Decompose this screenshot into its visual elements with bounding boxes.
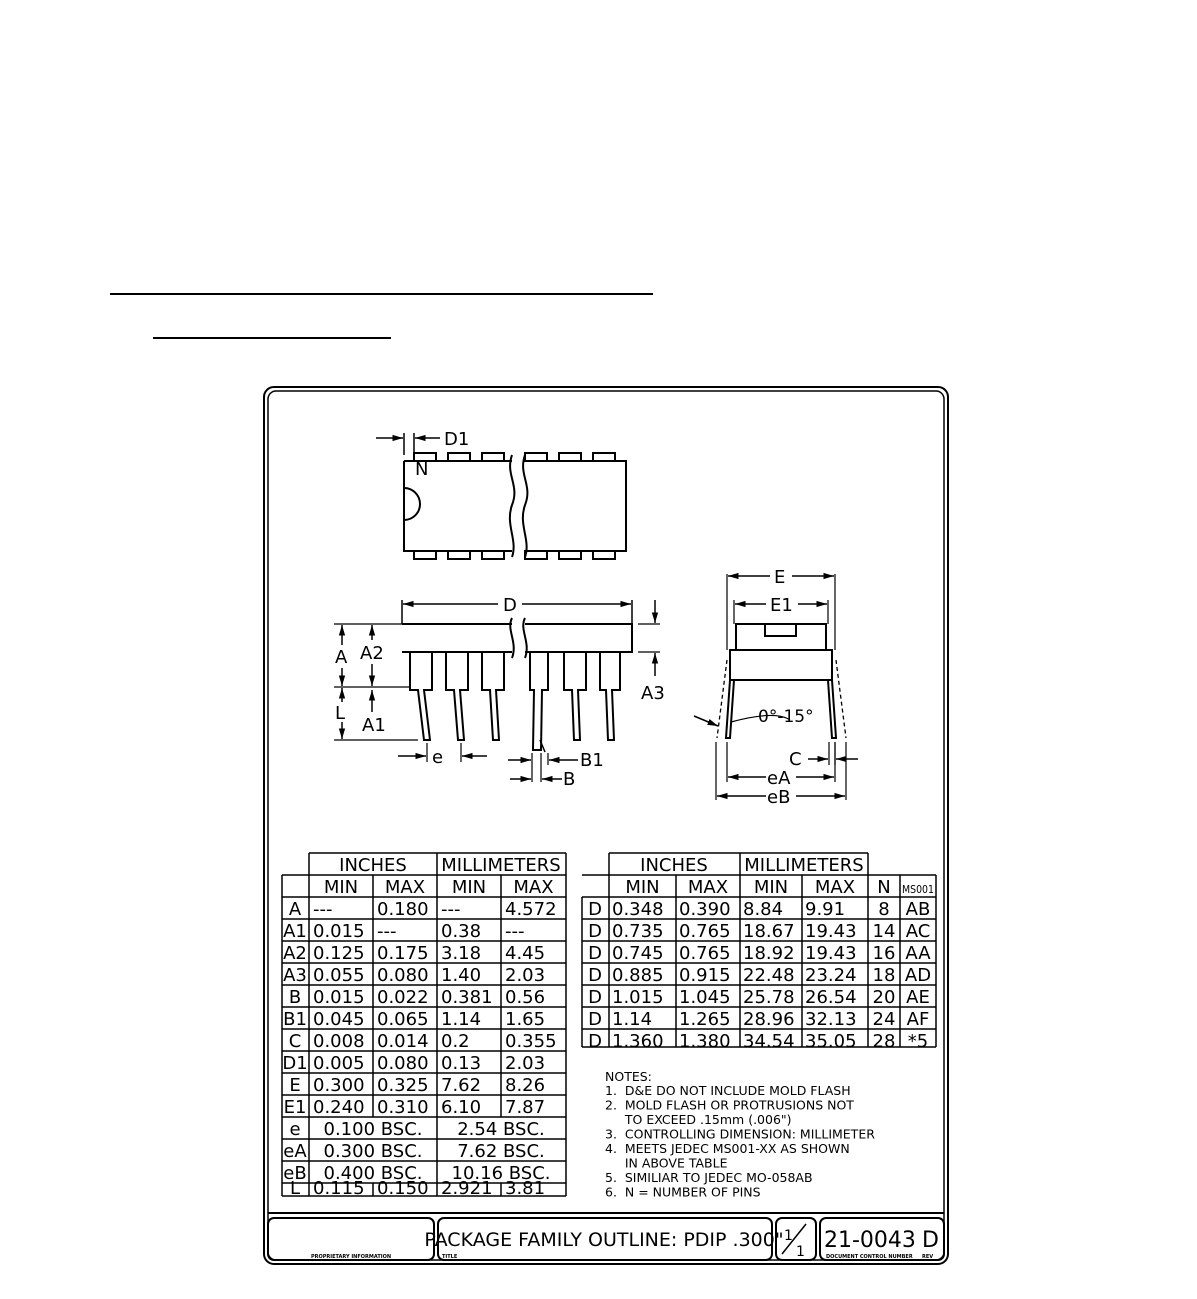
- t1-row-symbol: eA: [283, 1141, 307, 1162]
- label-a2: A2: [360, 643, 384, 664]
- t2-cell: 32.13: [805, 1009, 857, 1030]
- label-d: D: [503, 595, 517, 616]
- t1-cell: 2.921: [441, 1178, 493, 1199]
- t1-cell: 1.14: [441, 1009, 482, 1030]
- t2-cell: AD: [904, 965, 932, 986]
- t2-cell: 1.015: [612, 987, 664, 1008]
- t1-row-symbol: E1: [283, 1097, 307, 1118]
- t2-cell: 0.885: [612, 965, 664, 986]
- t1-cell: 0.175: [377, 943, 429, 964]
- t1-cell: 0.400 BSC.: [323, 1163, 423, 1184]
- t2-cell: 1.265: [679, 1009, 731, 1030]
- t2-cell: 0.765: [679, 943, 731, 964]
- t2-row-symbol: D: [588, 921, 602, 942]
- t2-cell: 1.045: [679, 987, 731, 1008]
- t2-col-header: MAX: [814, 877, 856, 898]
- t1-cell: ---: [377, 921, 397, 942]
- t1-cell: 2.03: [505, 965, 546, 986]
- t2-cell: 14: [872, 921, 896, 942]
- t1-cell: 0.080: [377, 1053, 429, 1074]
- t1-cell: 0.015: [313, 987, 365, 1008]
- title-label: TITLE: [442, 1254, 458, 1260]
- t2-cell: 1.14: [612, 1009, 653, 1030]
- note-line: 5. SIMILIAR TO JEDEC MO-058AB: [605, 1170, 813, 1185]
- label-e1: E1: [770, 595, 793, 616]
- t2-cell: AA: [905, 943, 931, 964]
- t1-row-symbol: A: [288, 899, 302, 920]
- t1-cell: 0.014: [377, 1031, 429, 1052]
- t1-cell: 0.115: [313, 1178, 365, 1199]
- sheet-total: 1: [796, 1244, 805, 1260]
- t2-row-symbol: D: [588, 1009, 602, 1030]
- t2-header-inches: INCHES: [640, 855, 708, 876]
- t2-cell: 35.05: [805, 1031, 857, 1052]
- rev-label: REV: [922, 1254, 934, 1260]
- t1-row-symbol: L: [289, 1178, 301, 1199]
- t2-row-symbol: D: [588, 1031, 602, 1052]
- label-b: B: [563, 769, 576, 790]
- t1-row-symbol: C: [288, 1031, 302, 1052]
- t2-cell: 24: [872, 1009, 896, 1030]
- top-view: [404, 433, 626, 559]
- t1-col-header: MIN: [323, 877, 359, 898]
- t1-row-symbol: E: [289, 1075, 301, 1096]
- t2-cell: 19.43: [805, 921, 857, 942]
- t2-cell: 18: [872, 965, 896, 986]
- t1-cell: 0.381: [441, 987, 493, 1008]
- label-c: C: [789, 749, 802, 770]
- t1-cell: 0.022: [377, 987, 429, 1008]
- t1-cell: 0.300 BSC.: [323, 1141, 423, 1162]
- doc-number: 21-0043: [824, 1228, 916, 1253]
- t1-cell: 0.045: [313, 1009, 365, 1030]
- t1-cell: 0.180: [377, 899, 429, 920]
- note-line: 1. D&E DO NOT INCLUDE MOLD FLASH: [605, 1083, 851, 1098]
- label-e-width: E: [774, 567, 786, 588]
- notes-list: [605, 1083, 875, 1200]
- t2-row-symbol: D: [588, 899, 602, 920]
- t1-cell: 6.10: [441, 1097, 482, 1118]
- t2-col-header: MAX: [687, 877, 729, 898]
- t1-cell: 0.300: [313, 1075, 365, 1096]
- t2-cell: 0.348: [612, 899, 664, 920]
- t2-cell: 1.380: [679, 1031, 731, 1052]
- angle-arrow: [694, 716, 718, 726]
- t1-cell: 0.310: [377, 1097, 429, 1118]
- label-e: e: [432, 747, 444, 768]
- proprietary-label: PROPRIETARY INFORMATION: [310, 1254, 392, 1260]
- t2-cell: 34.54: [743, 1031, 795, 1052]
- t1-cell: 0.008: [313, 1031, 365, 1052]
- t1-cell: 0.38: [441, 921, 482, 942]
- t2-col-header: MS001: [902, 883, 934, 896]
- note-line: 2. MOLD FLASH OR PROTRUSIONS NOT: [605, 1097, 854, 1113]
- t2-cell: 28.96: [743, 1009, 795, 1030]
- t2-cell: 16: [872, 943, 896, 964]
- t2-cell: 18.67: [743, 921, 795, 942]
- t1-cell: 4.45: [505, 943, 546, 964]
- label-angle: 0°-15°: [758, 707, 814, 727]
- t1-cell: ---: [441, 899, 461, 920]
- label-a: A: [335, 647, 348, 668]
- t1-header-inches: INCHES: [339, 855, 407, 876]
- t1-cell: 7.87: [505, 1097, 546, 1118]
- t2-cell: *5: [907, 1031, 929, 1052]
- t2-col-header: MIN: [753, 877, 789, 898]
- t2-cell: 28: [872, 1031, 896, 1052]
- label-d1: D1: [444, 429, 470, 450]
- t1-cell: 0.065: [377, 1009, 429, 1030]
- note-line: 4. MEETS JEDEC MS001-XX AS SHOWN: [605, 1141, 850, 1156]
- package-title: PACKAGE FAMILY OUTLINE: PDIP .300": [424, 1229, 784, 1251]
- label-b1: B1: [580, 750, 604, 771]
- t1-cell: 10.16 BSC.: [451, 1163, 551, 1184]
- t1-cell: 0.2: [441, 1031, 470, 1052]
- t1-cell: ---: [313, 899, 333, 920]
- t1-cell: 3.81: [505, 1178, 546, 1199]
- t1-col-header: MAX: [513, 877, 554, 898]
- t1-cell: 3.18: [441, 943, 482, 964]
- t1-cell: 0.100 BSC.: [323, 1119, 423, 1140]
- t1-col-header: MAX: [384, 877, 426, 898]
- t1-cell: 0.150: [377, 1178, 429, 1199]
- t2-cell: 22.48: [743, 965, 795, 986]
- label-l: L: [335, 703, 346, 724]
- t2-cell: 25.78: [743, 987, 795, 1008]
- t2-row-symbol: D: [588, 987, 602, 1008]
- t1-row-symbol: A3: [283, 965, 307, 986]
- t1-row-symbol: A2: [283, 943, 307, 964]
- t1-cell: 2.03: [505, 1053, 546, 1074]
- t1-cell: 0.56: [505, 987, 546, 1008]
- t1-row-symbol: A1: [283, 921, 307, 942]
- t2-col-header: N: [877, 877, 891, 898]
- label-n: N: [415, 459, 429, 480]
- label-eb: eB: [767, 787, 791, 808]
- t1-cell: ---: [505, 921, 525, 942]
- t2-col-header: MIN: [625, 877, 660, 898]
- label-a3: A3: [641, 683, 665, 704]
- t1-cell: 1.65: [505, 1009, 546, 1030]
- t2-cell: 26.54: [805, 987, 857, 1008]
- t1-rows: [282, 877, 556, 1199]
- t2-cell: 23.24: [805, 965, 857, 986]
- t2-header-mm: MILLIMETERS: [744, 855, 864, 876]
- t2-cell: 9.91: [805, 899, 846, 920]
- t1-row-symbol: e: [289, 1119, 301, 1140]
- t2-rows: [588, 877, 934, 1052]
- t1-cell: 7.62 BSC.: [457, 1141, 545, 1162]
- t1-header-mm: MILLIMETERS: [441, 855, 561, 876]
- label-a1: A1: [362, 715, 386, 736]
- t2-cell: AC: [905, 921, 931, 942]
- t2-cell: 8.84: [743, 899, 784, 920]
- notes-heading: NOTES:: [605, 1069, 652, 1084]
- t2-cell: 1.360: [612, 1031, 664, 1052]
- t2-cell: 0.390: [679, 899, 731, 920]
- label-ea: eA: [767, 768, 791, 789]
- t1-cell: 4.572: [505, 899, 557, 920]
- t1-cell: 0.13: [441, 1053, 482, 1074]
- t1-cell: 0.125: [313, 943, 365, 964]
- t2-cell: 0.915: [679, 965, 731, 986]
- t2-cell: 20: [872, 987, 896, 1008]
- t2-cell: 8: [878, 899, 890, 920]
- t1-row-symbol: B1: [283, 1009, 307, 1030]
- t2-cell: 19.43: [805, 943, 857, 964]
- t1-cell: 8.26: [505, 1075, 546, 1096]
- t2-cell: AF: [906, 1009, 930, 1030]
- t1-cell: 0.055: [313, 965, 365, 986]
- t1-row-symbol: D1: [282, 1053, 308, 1074]
- t2-cell: 18.92: [743, 943, 795, 964]
- note-line: TO EXCEED .15mm (.006"): [605, 1112, 792, 1127]
- doc-revision: D: [922, 1228, 939, 1253]
- t1-col-header: MIN: [451, 877, 487, 898]
- t1-cell: 1.40: [441, 965, 482, 986]
- t1-cell: 0.325: [377, 1075, 429, 1096]
- t1-cell: 0.015: [313, 921, 365, 942]
- note-line: 3. CONTROLLING DIMENSION: MILLIMETER: [605, 1126, 875, 1142]
- t2-cell: 0.745: [612, 943, 664, 964]
- t1-cell: 7.62: [441, 1075, 482, 1096]
- t2-cell: AE: [906, 987, 930, 1008]
- note-line: 6. N = NUMBER OF PINS: [605, 1184, 761, 1200]
- t1-cell: 2.54 BSC.: [457, 1119, 545, 1140]
- t1-row-symbol: eB: [283, 1163, 307, 1184]
- note-line: IN ABOVE TABLE: [605, 1155, 728, 1171]
- t1-cell: 0.355: [505, 1031, 557, 1052]
- t2-cell: AB: [905, 899, 931, 920]
- t2-row-symbol: D: [588, 965, 602, 986]
- sheet-number: 1: [784, 1228, 793, 1244]
- t2-cell: 0.735: [612, 921, 664, 942]
- side-view: [334, 600, 660, 782]
- t1-row-symbol: B: [288, 987, 302, 1008]
- t1-cell: 0.005: [313, 1053, 365, 1074]
- t2-cell: 0.765: [679, 921, 731, 942]
- t1-cell: 0.240: [313, 1097, 365, 1118]
- doc-control-label: DOCUMENT CONTROL NUMBER: [826, 1254, 913, 1260]
- t1-cell: 0.080: [377, 965, 429, 986]
- t2-row-symbol: D: [588, 943, 602, 964]
